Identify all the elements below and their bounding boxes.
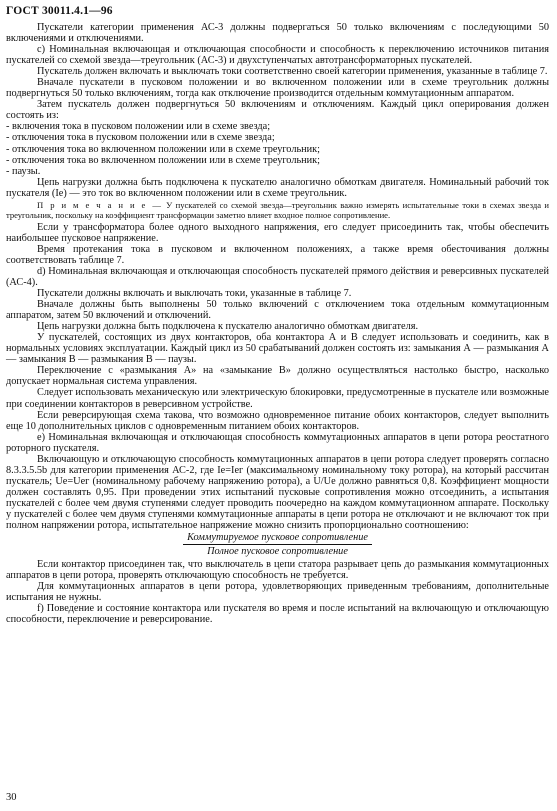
note-label: П р и м е ч а н и е — [37,199,163,210]
formula-denominator: Полное пусковое сопротивление [207,546,348,558]
paragraph: Цепь нагрузки должна быть подключена к пускателю аналогично обмоткам двигателя. [37,321,419,333]
paragraph: Пускатели должны включать и выключать токи, указанные в таблице 7. [37,288,352,300]
paragraph: Следует использовать механическую или электрическую блокировки, предусмотренные в пускателе или возможные при соединении контакторов в реверсивном устройстве. [6,387,549,410]
list-item: - отключения тока во включенном положении или в схеме треугольник; [6,143,321,155]
paragraph: Пускатель должен включать и выключать токи соответственно своей категории применения, указанные в таблице 7. [37,66,548,78]
paragraph: d) Номинальная включающая и отключающая способность пускателей прямого действия и реверсивных пускателей (АС-4). [6,265,549,288]
paragraph: Цепь нагрузки должна быть подключена к пускателю аналогично обмоткам двигателя. Номинальный рабочий ток пускателя (Iе) — это ток во включенном положении или в схеме треугольник. [6,176,549,199]
paragraph: Для коммутационных аппаратов в цепи ротора, удовлетворяющих приведенным требованиям, дополнительные испытания не нужны. [6,581,549,604]
list-item: - паузы. [6,165,41,177]
list-item: - отключения тока во включенном положении или в схеме треугольник; [6,154,321,166]
document-body [6,22,549,625]
paragraph: Если у трансформатора более одного выходного напряжения, его следует присоединить так, чтобы обеспечить наибольшее пусковое напряжение. [6,221,549,244]
paragraph: c) Номинальная включающая и отключающая способности и способность к переключению источников питания пускателей со схемой звезда—треугольник (АС-3) и двухступенчатых автотрансформаторных пускателей. [6,44,549,67]
paragraph: Затем пускатель должен подвергнуться 50 включениям и отключениям. Каждый цикл оперирования должен состоять из: [6,99,549,122]
paragraph: У пускателей, состоящих из двух контакторов, оба контактора А и В следует использовать и соединить, как в нормальных условиях эксплуатации. Каждый цикл из 50 срабатываний должен состоять из: замыкания А — размыкания А — замыкания В — размыкания В — паузы. [6,332,549,366]
paragraph: Если реверсирующая схема такова, что возможно одновременное питание обоих контакторов, следует выполнить еще 10 дополнительных циклов с одновременным питанием обоих контакторов. [6,409,549,432]
page-number: 30 [6,792,17,803]
ratio-formula [6,532,549,557]
note [6,200,549,220]
paragraph: Переключение с «размыкания А» на «замыкание В» должно осуществляться настолько быстро, насколько допускает нормальная система управления. [6,365,549,388]
paragraph: Время протекания тока в пусковом и включенном положениях, а также время обесточивания должны соответствовать таблице 7. [6,243,549,266]
page-header: ГОСТ 30011.4.1—96 [6,5,113,17]
paragraph: Пускатели категории применения АС-3 должны подвергаться 50 только включениям с последующими 50 включениями и отключениями. [6,22,549,45]
formula-numerator: Коммутируемое пусковое сопротивление [183,532,372,545]
paragraph: f) Поведение и состояние контактора или пускателя во время и после испытаний на включающую и отключающую способности, переключение и реверсирование. [6,603,549,626]
note-text: У пускателей со схемой звезда—треугольник важно измерять испытательные токи в схемах звезда и треугольник, поскольку на коэффициент трансформации заметно влияет входное полное сопротивление. [6,199,549,220]
paragraph: Вначале должны быть выполнены 50 только включений с отключением тока отдельным коммутационным аппаратом, затем 50 включений и отключений. [6,299,549,322]
list-item: - включения тока в пусковом положении или в схеме звезда; [6,121,271,133]
paragraph: Вначале пускатели в пусковом положении и во включенном положении или в схеме треугольник должны подвергнуться 50 только включениям, тогда как отключение производится отдельным коммутационным аппаратом. [6,77,549,100]
list-item: - отключения тока в пусковом положении или в схеме звезда; [6,132,275,144]
paragraph: Включающую и отключающую способность коммутационных аппаратов в цепи ротора следует проверять согласно 8.3.3.5.5b для категории применения АС-2, где Iе=Iег (максимальному номинальному току ротора), на который рассчитан пускатель; Uе=Uег (номинальному рабочему напряжению ротора), а U/Uе должно равняться 0,8. Коэффициент мощности должен составлять 0,95. При проведении этих испытаний пусковые сопротивления можно отсоединить, а испытания пускателей с более чем двумя ступенями следует проводить поочередно на каждом коммутационном аппарате. Поскольку у пускателей с более чем двумя ступенями коммутационные аппараты в цепи ротора не отключают и не включают ток при полном напряжении ротора, испытательное напряжение можно снизить пропорционально соотношению: [6,453,549,532]
paragraph: e) Номинальная включающая и отключающая способность коммутационных аппаратов в цепи ротора реостатного роторного пускателя. [6,431,549,454]
paragraph: Если контактор присоединен так, что выключатель в цепи статора разрывает цепь до размыкания коммутационных аппаратов в цепи ротора, проверять отключающую способность не требуется. [6,559,549,582]
